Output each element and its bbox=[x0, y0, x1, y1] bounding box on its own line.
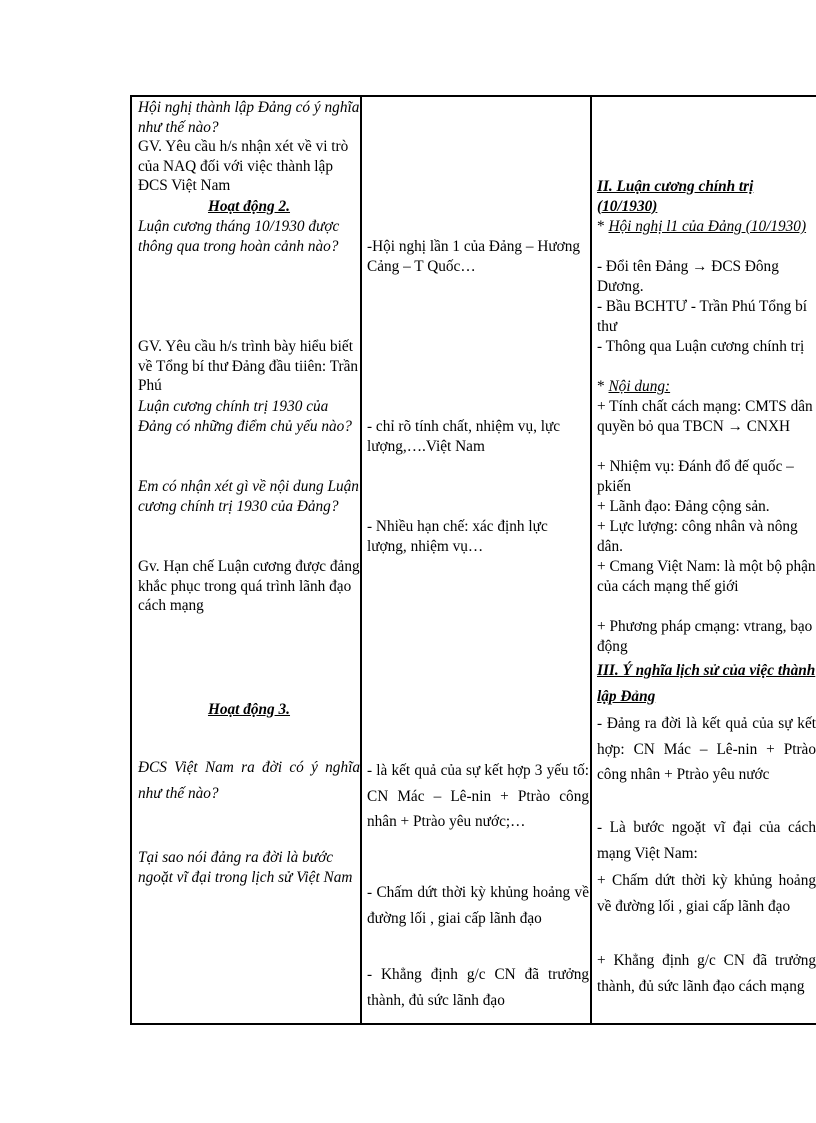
subheading-star: * bbox=[597, 218, 609, 235]
content-tasks: + Nhiệm vụ: Đánh đổ đế quốc – pkiến bbox=[597, 458, 794, 495]
meaning-working-class: + Khẳng định g/c CN đã trưởng thành, đủ sức lãnh đạo cách mạng bbox=[597, 952, 816, 995]
table-top-border bbox=[130, 95, 816, 97]
section-3-heading: III. Ý nghĩa lịch sử của việc thành lập Đảng bbox=[597, 662, 816, 705]
subheading-conference-text: Hội nghị l1 của Đảng (10/1930) bbox=[608, 218, 807, 235]
subheading-star: * bbox=[597, 378, 609, 395]
question-party-birth-significance: ĐCS Việt Nam ra đời có ý nghĩa như thế nào? bbox=[138, 759, 360, 802]
subheading-content-text: Nội dung: bbox=[608, 378, 671, 395]
answer-end-crisis: - Chấm dứt thời kỳ khủng hoảng về đường lối , giai cấp lãnh đạo bbox=[367, 884, 589, 927]
table-bottom-border bbox=[130, 1023, 816, 1025]
answer-thesis-limitations: - Nhiều hạn chế: xác định lực lượng, nhiệm vụ… bbox=[367, 518, 548, 555]
column-divider-2 bbox=[590, 95, 592, 1025]
answer-working-class: - Khẳng định g/c CN đã trưởng thành, đủ sức lãnh đạo bbox=[367, 966, 589, 1009]
subheading-conference bbox=[597, 217, 816, 237]
meaning-turning-point: - Là bước ngoặt vĩ đại của cách mạng Việt Nam: bbox=[597, 819, 816, 862]
content-world-revolution: + Cmang Việt Nam: là một bộ phận của cách mạng thế giới bbox=[597, 558, 816, 595]
question-turning-point: Tại sao nói đảng ra đời là bước ngoặt vĩ đại trong lịch sử Việt Nam bbox=[138, 849, 353, 886]
gv-thesis-limitations: Gv. Hạn chế Luận cương được đảng khắc phục trong quá trình lãnh đạo cách mạng bbox=[138, 558, 360, 615]
meaning-combination: - Đảng ra đời là kết quả của sự kết hợp: CN Mác – Lê-nin + Ptrào công nhân + Ptrào yêu nước bbox=[597, 715, 816, 783]
content-method: + Phương pháp cmạng: vtrang, bạo động bbox=[597, 618, 813, 655]
column-divider-1 bbox=[360, 95, 362, 1025]
content-revolution-nature: + Tính chất cách mạng: CMTS dân quyền bỏ qua TBCN → CNXH bbox=[597, 398, 813, 435]
content-adopt-thesis: - Thông qua Luận cương chính trị bbox=[597, 338, 805, 355]
subheading-content bbox=[597, 377, 816, 397]
content-forces: + Lực lượng: công nhân và nông dân. bbox=[597, 518, 798, 555]
question-founding-significance: Hội nghị thành lập Đảng có ý nghĩa như thế nào? bbox=[138, 99, 360, 136]
activity-3-heading: Hoạt động 3. bbox=[207, 701, 291, 718]
table-left-border bbox=[130, 95, 132, 1025]
gv-instruction-naq-role: GV. Yêu cầu h/s nhận xét về vi trò của NAQ đối với việc thành lập ĐCS Việt Nam bbox=[138, 138, 349, 195]
meaning-end-crisis: + Chấm dứt thời kỳ khủng hoảng về đường lối , giai cấp lãnh đạo bbox=[597, 872, 816, 915]
gv-instruction-tran-phu: GV. Yêu cầu h/s trình bày hiểu biết về Tổng bí thư Đảng đầu tiiên: Trần Phú bbox=[138, 338, 359, 395]
question-thesis-main-points: Luận cương chính trị 1930 của Đảng có những điểm chủ yếu nào? bbox=[138, 398, 352, 435]
question-thesis-assessment: Em có nhận xét gì về nội dung Luận cương chính trị 1930 của Đảng? bbox=[138, 478, 359, 515]
content-rename-party: - Đổi tên Đảng → ĐCS Đông Dương. bbox=[597, 258, 779, 295]
answer-first-conference: -Hội nghị lần 1 của Đảng – Hương Cảng – T Quốc… bbox=[367, 238, 581, 275]
content-leadership: + Lãnh đạo: Đảng cộng sản. bbox=[597, 498, 770, 515]
activity-2-heading: Hoạt động 2. bbox=[207, 198, 291, 215]
answer-combination-factors: - là kết quả của sự kết hợp 3 yếu tố: CN Mác – Lê-nin + Ptrào công nhân + Ptrào yêu nước;… bbox=[367, 762, 589, 830]
section-2-heading: II. Luận cương chính trị (10/1930) bbox=[597, 178, 754, 215]
answer-thesis-points: - chỉ rõ tính chất, nhiệm vụ, lực lượng,….Việt Nam bbox=[367, 418, 561, 455]
content-elect-committee: - Bầu BCHTƯ - Trần Phú Tổng bí thư bbox=[597, 298, 808, 335]
question-thesis-context: Luận cương tháng 10/1930 được thông qua trong hoàn cảnh nào? bbox=[138, 218, 340, 255]
